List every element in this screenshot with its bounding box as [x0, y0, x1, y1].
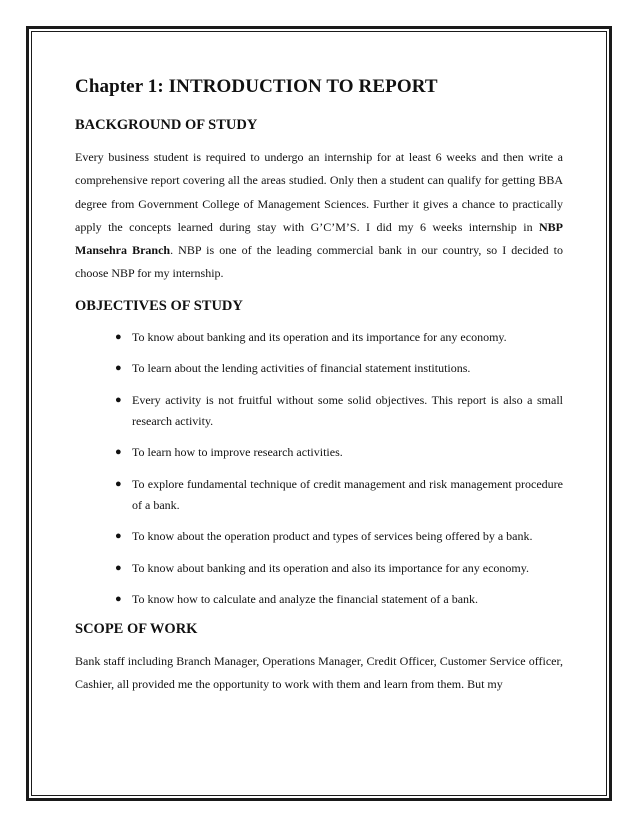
bullet-icon: ●: [115, 530, 122, 543]
objectives-section: [75, 298, 563, 611]
bullet-icon: ●: [115, 330, 122, 343]
objective-item: ● To know about banking and its operation and its importance for any economy.: [75, 327, 563, 348]
objective-item: ● To explore fundamental technique of credit management and risk management procedure of a bank.: [75, 474, 563, 516]
objective-item: ● To know about the operation product and types of services being offered by a bank.: [75, 526, 563, 547]
chapter-title: Chapter 1: INTRODUCTION TO REPORT: [75, 76, 438, 97]
scope-heading: SCOPE OF WORK: [75, 620, 198, 637]
bullet-icon: ●: [115, 477, 122, 490]
bullet-icon: ●: [115, 393, 122, 406]
bullet-icon: ●: [115, 561, 122, 574]
background-section: [75, 117, 563, 286]
background-paragraph: [75, 146, 563, 286]
scope-section: [75, 621, 563, 697]
objectives-heading: OBJECTIVES OF STUDY: [75, 297, 243, 314]
objective-item: ● To learn about the lending activities of financial statement institutions.: [75, 358, 563, 379]
scope-paragraph: Bank staff including Branch Manager, Operations Manager, Credit Officer, Customer Service officer, Cashier, all provided me the opportunity to work with them and learn from them. But my: [75, 653, 563, 692]
bullet-icon: ●: [115, 446, 122, 459]
background-text-before: Every business student is required to undergo an internship for at least 6 weeks and then write a comprehensive report covering all the areas studied. Only then a student can qualify for getting BBA degree from Government College of Management Sciences. Further it gives a chance to practically apply the concepts learned during stay with G’C’M’S. I did my 6 weeks internship in: [75, 150, 563, 234]
objective-item: ● To know how to calculate and analyze the financial statement of a bank.: [75, 589, 563, 610]
branch-name: NBP Mansehra Branch: [75, 219, 563, 258]
objective-item: ● To learn how to improve research activities.: [75, 442, 563, 463]
bullet-icon: ●: [115, 362, 122, 375]
objective-item: ● To know about banking and its operation and also its importance for any economy.: [75, 558, 563, 579]
bullet-icon: ●: [115, 593, 122, 606]
background-heading: BACKGROUND OF STUDY: [75, 117, 258, 133]
background-text-after: . NBP is one of the leading commercial bank in our country, so I decided to choose NBP for my internship.: [75, 243, 564, 281]
objective-item: ● Every activity is not fruitful without some solid objectives. This report is also a small research activity.: [75, 390, 563, 432]
document-body: [75, 76, 563, 696]
objectives-list: [75, 327, 563, 611]
